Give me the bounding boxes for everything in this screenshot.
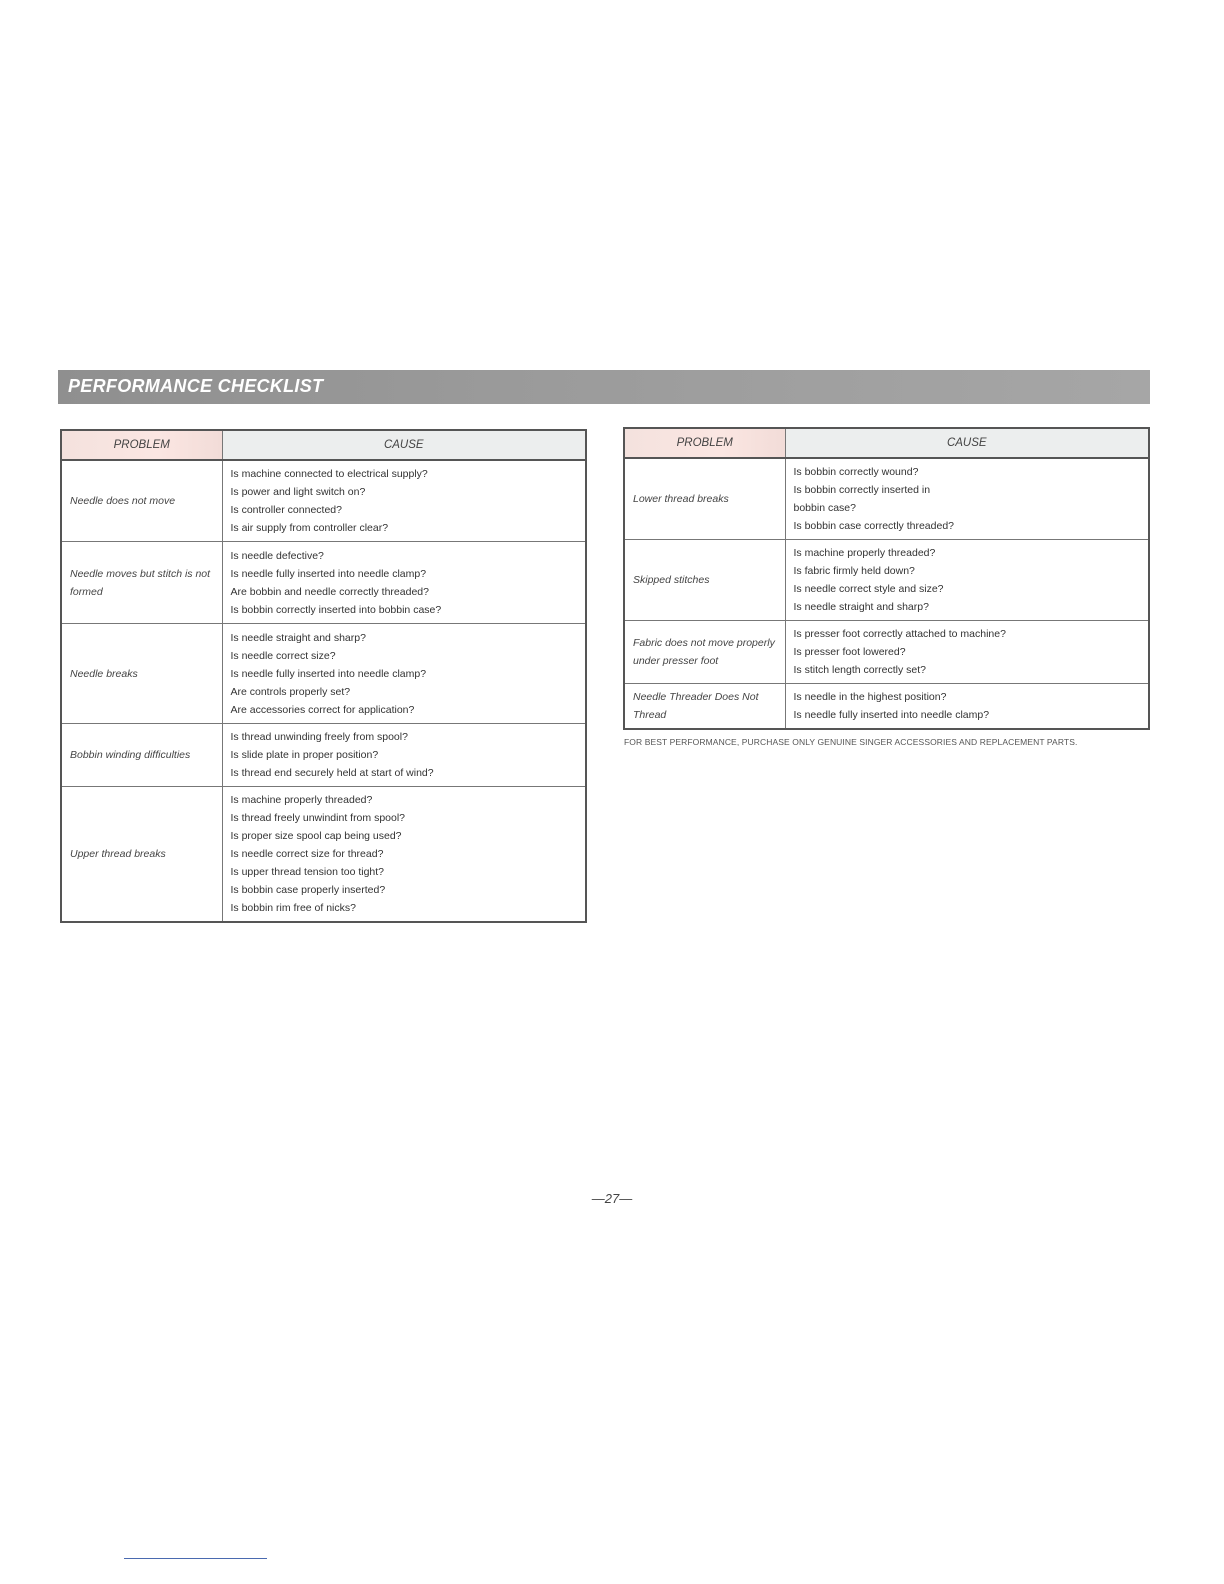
- page-number: —27—: [591, 1191, 633, 1206]
- cause-cell: [785, 684, 1149, 730]
- cause-cell: [222, 542, 586, 624]
- genuine-parts-note: FOR BEST PERFORMANCE, PURCHASE ONLY GENUINE SINGER ACCESSORIES AND REPLACEMENT PARTS.: [624, 737, 1078, 747]
- table-row: [61, 724, 586, 787]
- table-row: [61, 460, 586, 542]
- checklist-table-right: [623, 427, 1150, 730]
- cause-line: Is bobbin correctly inserted into bobbin case?: [230, 603, 442, 616]
- cause-line: Are bobbin and needle correctly threaded?: [230, 585, 429, 598]
- table-row: [624, 540, 1149, 621]
- cause-cell: [222, 460, 586, 542]
- cause-line: Is machine properly threaded?: [230, 794, 373, 806]
- cause-line: Is needle correct style and size?: [793, 583, 944, 595]
- cause-line: Is bobbin correctly inserted in: [793, 484, 931, 496]
- cause-cell: [222, 724, 586, 787]
- cause-line: Is proper size spool cap being used?: [230, 830, 402, 842]
- cause-column-header: CAUSE: [222, 430, 586, 460]
- cause-line: Is slide plate in proper position?: [230, 749, 379, 761]
- cause-line: Is controller connected?: [230, 504, 342, 516]
- cause-line: Is needle fully inserted into needle clamp?: [230, 567, 427, 580]
- cause-line: Is machine connected to electrical supply?: [230, 468, 428, 480]
- table-row: [61, 787, 586, 923]
- header-row: [61, 430, 586, 460]
- table-row: [61, 624, 586, 724]
- cause-line: Is bobbin case correctly threaded?: [793, 520, 955, 532]
- cause-line: Is upper thread tension too tight?: [230, 866, 385, 878]
- cause-cell: [785, 540, 1149, 621]
- problem-cell: Bobbin winding difficulties: [61, 724, 222, 787]
- cause-line: Is fabric firmly held down?: [793, 565, 915, 577]
- problem-cell: Skipped stitches: [624, 540, 785, 621]
- cause-line: Is thread end securely held at start of wind?: [230, 767, 434, 779]
- cause-column-header: CAUSE: [785, 428, 1149, 458]
- cause-line: Is needle correct size?: [230, 649, 336, 662]
- cause-line: bobbin case?: [793, 502, 856, 514]
- problem-column-header: PROBLEM: [624, 428, 785, 458]
- cause-line: Is needle in the highest position?: [793, 691, 947, 703]
- cause-line: Is bobbin correctly wound?: [793, 466, 919, 478]
- problem-cell: Upper thread breaks: [61, 787, 222, 923]
- footer-rule: [124, 1558, 267, 1559]
- cause-line: Is needle fully inserted into needle clamp?: [230, 667, 427, 680]
- problem-cell: Lower thread breaks: [624, 458, 785, 540]
- section-title: PERFORMANCE CHECKLIST: [68, 376, 324, 396]
- header-row: [624, 428, 1149, 458]
- cause-line: Is needle straight and sharp?: [793, 601, 929, 613]
- cause-line: Is machine properly threaded?: [793, 547, 936, 559]
- cause-line: Are accessories correct for application?: [230, 703, 415, 716]
- cause-cell: [785, 458, 1149, 540]
- cause-line: Is air supply from controller clear?: [230, 522, 389, 534]
- cause-line: Is presser foot lowered?: [793, 646, 906, 658]
- cause-line: Is thread freely unwindint from spool?: [230, 812, 406, 824]
- cause-line: Is bobbin case properly inserted?: [230, 884, 386, 896]
- problem-cell: Needle moves but stitch is not formed: [61, 542, 222, 624]
- table-row: [624, 684, 1149, 730]
- cause-line: Is needle correct size for thread?: [230, 848, 384, 860]
- cause-line: Is power and light switch on?: [230, 486, 366, 498]
- cause-line: Is needle fully inserted into needle clamp?: [793, 709, 990, 721]
- cause-line: Is bobbin rim free of nicks?: [230, 902, 356, 914]
- table-row: [624, 458, 1149, 540]
- problem-cell: Needle Threader Does Not Thread: [624, 684, 785, 730]
- cause-line: Is needle defective?: [230, 549, 324, 562]
- cause-line: Is presser foot correctly attached to machine?: [793, 628, 1006, 640]
- cause-cell: [785, 621, 1149, 684]
- problem-cell: Needle does not move: [61, 460, 222, 542]
- problem-cell: Fabric does not move properly under presser foot: [624, 621, 785, 684]
- cause-line: Is thread unwinding freely from spool?: [230, 731, 408, 743]
- cause-line: Is stitch length correctly set?: [793, 664, 926, 676]
- problem-column-header: PROBLEM: [61, 430, 222, 460]
- cause-cell: [222, 624, 586, 724]
- cause-cell: [222, 787, 586, 923]
- problem-cell: Needle breaks: [61, 624, 222, 724]
- table-row: [61, 542, 586, 624]
- table-row: [624, 621, 1149, 684]
- checklist-table-left: [60, 429, 587, 923]
- section-banner: [58, 370, 1150, 404]
- cause-line: Are controls properly set?: [230, 685, 351, 698]
- cause-line: Is needle straight and sharp?: [230, 631, 366, 644]
